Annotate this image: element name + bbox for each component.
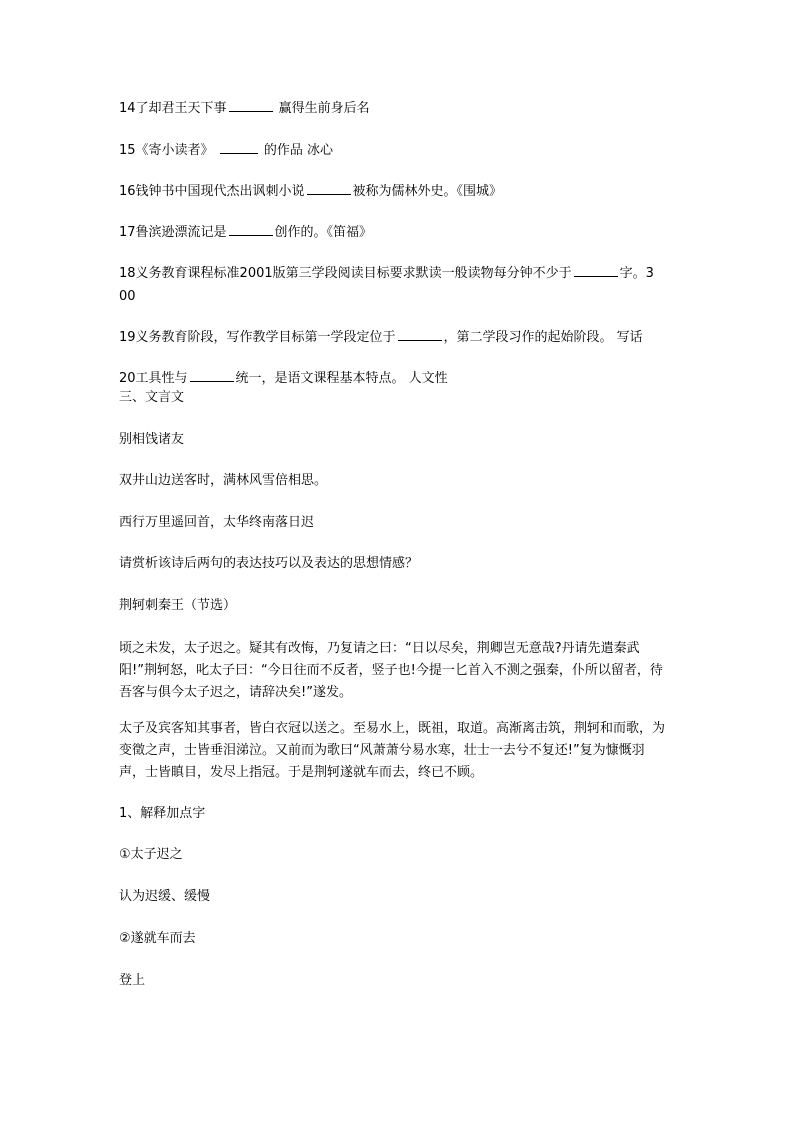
question-answer: 的作品 冰心 xyxy=(259,143,333,158)
question-19 xyxy=(119,328,664,347)
question-16 xyxy=(119,182,664,201)
question-answer: 创作的。《笛福》 xyxy=(274,225,373,240)
question-text: 16钱钟书中国现代杰出讽刺小说 xyxy=(119,184,305,199)
question-text: 14了却君王天下事 xyxy=(119,101,227,116)
passage-title: 荆轲刺秦王（节选） xyxy=(119,598,237,613)
exercise-answer-1: 认为迟缓、缓慢 xyxy=(119,889,211,904)
question-17 xyxy=(119,223,664,242)
question-20 xyxy=(119,369,664,388)
fill-blank xyxy=(229,99,273,112)
exercise-item-2: ②遂就车而去 xyxy=(119,931,196,946)
question-text: 17鲁滨逊漂流记是 xyxy=(119,225,227,240)
fill-blank xyxy=(190,369,234,382)
question-15 xyxy=(119,141,664,160)
exercise-item-1: ①太子迟之 xyxy=(119,847,183,862)
fill-blank xyxy=(307,182,351,195)
exercise-heading: 1、解释加点字 xyxy=(119,806,206,821)
passage-paragraph-2: 太子及宾客知其事者，皆白衣冠以送之。至易水上，既祖，取道。高渐离击筑，荆轲和而歌，为变徵之声，士皆垂泪涕泣。又前而为歌曰“风萧萧兮易水寒，壮士一去兮不复还!”复为慷慨羽声，士皆瞋目，发尽上指冠。于是荆轲遂就车而去，终已不顾。 xyxy=(119,721,666,780)
poem-question: 请赏析该诗后两句的表达技巧以及表达的思想情感？ xyxy=(119,556,419,571)
passage-paragraph-1: 顷之未发，太子迟之。疑其有改悔，乃复请之曰：“日以尽矣，荆卿岂无意哉?丹请先遣秦武阳!”荆轲怒，叱太子曰：“今日往而不反者，竖子也!今提一匕首入不测之强秦，仆所以留者，待吾客与俱今太子迟之，请辞决矣!”遂发。 xyxy=(119,641,663,700)
question-text: 15《寄小读者》 xyxy=(119,143,218,158)
question-18-continuation: 00 xyxy=(119,289,136,304)
question-text: 20工具性与 xyxy=(119,371,188,386)
question-18 xyxy=(119,264,664,283)
question-answer: 统一，是语文课程基本特点。 人文性 xyxy=(235,371,448,386)
exercise-answer-2: 登上 xyxy=(119,973,146,988)
poem-line-1: 双井山边送客时，满林风雪倍相思。 xyxy=(119,473,328,488)
question-answer: 被称为儒林外史。《围城》 xyxy=(352,184,503,199)
question-text: 19义务教育阶段，写作教学目标第一学段定位于 xyxy=(119,330,396,345)
section-title: 三、文言文 xyxy=(119,390,185,405)
question-answer: 赢得生前身后名 xyxy=(274,101,370,116)
fill-blank xyxy=(574,264,618,277)
question-text: 18义务教育课程标准2001版第三学段阅读目标要求默读一般读物每分钟不少于 xyxy=(119,266,572,281)
question-answer: 字。3 xyxy=(619,266,654,281)
poem-line-2: 西行万里遥回首，太华终南落日迟 xyxy=(119,515,315,530)
poem-title: 别相饯诸友 xyxy=(119,432,185,447)
fill-blank xyxy=(398,328,442,341)
fill-blank xyxy=(229,223,273,236)
question-14 xyxy=(119,99,664,118)
fill-blank xyxy=(220,141,258,154)
question-answer: ，第二学段习作的起始阶段。 写话 xyxy=(443,330,643,345)
